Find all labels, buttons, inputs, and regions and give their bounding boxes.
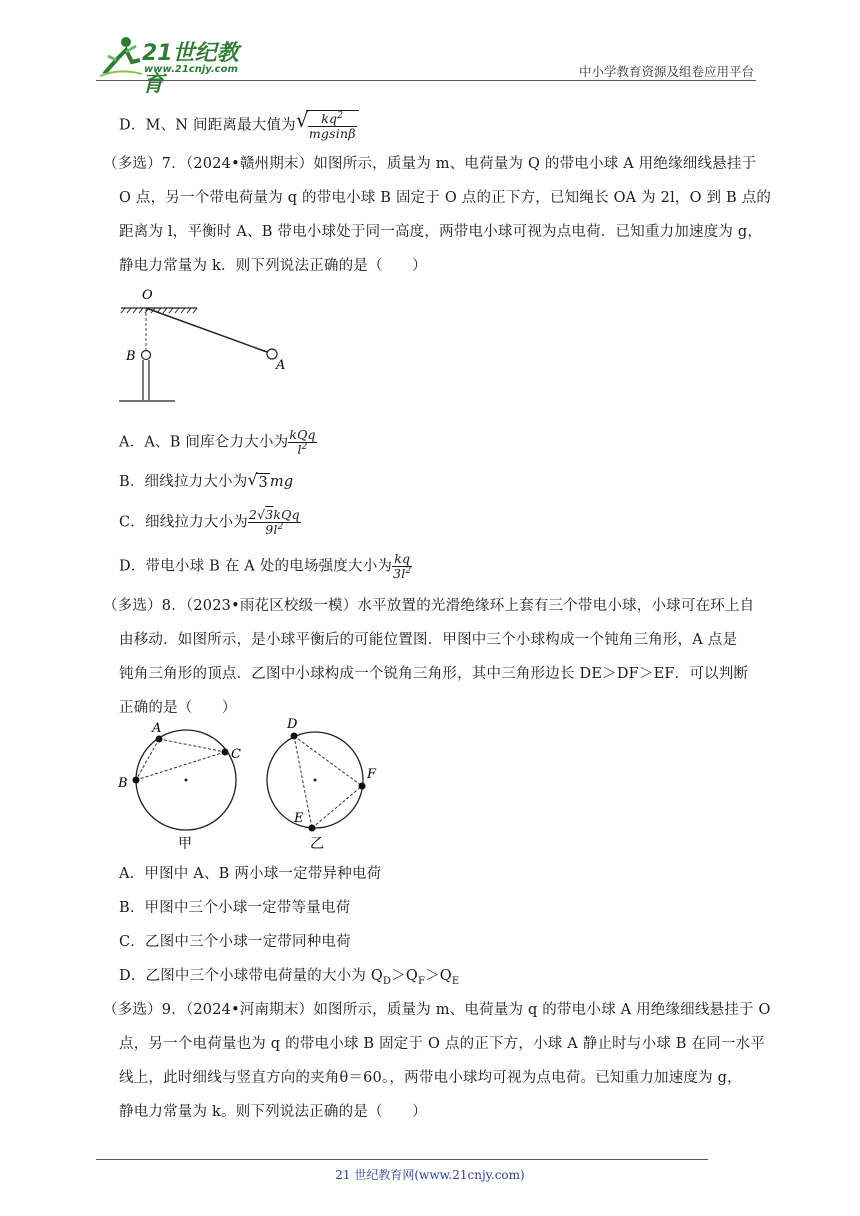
q7-line-2: O 点，另一个带电荷量为 q 的带电小球 B 固定于 O 点的正下方，已知绳长 OA 为 2l，O 到 B 点的: [119, 190, 772, 206]
fig-jia-label-c: C: [231, 747, 241, 762]
header-divider: [96, 80, 756, 81]
fig-yi-label-d: D: [287, 717, 298, 732]
q8-figures: [112, 714, 398, 854]
q7-line-3: 距离为 l，平衡时 A、B 带电小球处于同一高度，两带电小球可视为点电荷．已知重力加速度为 g，: [119, 224, 763, 240]
site-logo: [96, 34, 256, 97]
q7-option-b: B．细线拉力大小为 √ 3 mg: [119, 470, 294, 491]
q7-line-1: （多选）7．（2024•赣州期末）如图所示，质量为 m、电荷量为 Q 的带电小球 A 用绝缘细线悬挂于: [103, 156, 757, 172]
q8-line-2: 由移动．如图所示，是小球平衡后的可能位置图．甲图中三个小球构成一个钝角三角形，A 点是: [119, 632, 738, 648]
runner-icon: [96, 34, 144, 80]
q8-option-a: A．甲图中 A、B 两小球一定带异种电荷: [119, 866, 382, 882]
q7-line-4: 静电力常量为 k．则下列说法正确的是（ ）: [119, 258, 427, 274]
footer-divider: [96, 1159, 708, 1160]
logo-url: www.21cnjy.com: [144, 64, 238, 75]
fig-yi-label-e: E: [294, 811, 304, 826]
q9-line-3: 线上，此时细线与竖直方向的夹角θ＝60。，两带电小球均可视为点电荷。已知重力加速度为 g，: [119, 1070, 742, 1086]
header-platform-text: 中小学教育资源及组卷应用平台: [578, 64, 754, 79]
q7-option-a: A．A、B 间库仑力大小为 $\frac{\text{kQq}}{l^2}$: [119, 427, 316, 457]
fig-jia-label-b: B: [118, 776, 128, 791]
q7-label-b: B: [126, 349, 136, 364]
q7-label-a: A: [276, 358, 286, 373]
q9-line-4: 静电力常量为 k。则下列说法正确的是（ ）: [119, 1104, 427, 1120]
q8-option-c: C．乙图中三个小球一定带同种电荷: [119, 934, 351, 950]
q8-option-b: B．甲图中三个小球一定带等量电荷: [119, 900, 351, 916]
q9-line-1: （多选）9．（2024•河南期末）如图所示，质量为 m、电荷量为 q 的带电小球 A 用绝缘细线悬挂于 O: [103, 1002, 771, 1018]
q8-line-3: 钝角三角形的顶点．乙图中小球构成一个锐角三角形，其中三角形边长 DE＞DF＞EF．可以判断: [119, 666, 749, 682]
q7-figure: [115, 282, 300, 407]
footer-link[interactable]: 21 世纪教育网(www.21cnjy.com): [335, 1168, 525, 1182]
q8-line-1: （多选）8．（2023•雨花区校级一模）水平放置的光滑绝缘环上套有三个带电小球，小球可在环上自: [103, 598, 755, 614]
q8-line-4: 正确的是（ ）: [119, 700, 237, 716]
fig-yi-label-f: F: [367, 767, 377, 782]
q7-option-d: D．带电小球 B 在 A 处的电场强度大小为 $\frac{kq}{3l^2}$: [119, 551, 412, 581]
fig-yi-caption: 乙: [310, 836, 324, 852]
q8-option-d: D．乙图中三个小球带电荷量的大小为 $Q_D>Q_F>Q_E$: [119, 968, 460, 987]
fig-jia-caption: 甲: [178, 836, 192, 852]
q7-option-c: C．细线拉力大小为 $\frac{\text{2√3kQq}}{9l^2}$: [119, 507, 300, 537]
q9-line-2: 点，另一个电荷量也为 q 的带电小球 B 固定于 O 点的正下方，小球 A 静止时与小球 B 在同一水平: [119, 1036, 765, 1052]
fig-jia-label-a: A: [152, 721, 162, 736]
q6-option-d: D．M、N 间距离最大值为 √ $\frac{kq^2}{mgsin\beta}$: [119, 110, 359, 141]
q7-label-o: O: [142, 288, 153, 303]
logo-text: 21世纪教育: [142, 41, 239, 97]
